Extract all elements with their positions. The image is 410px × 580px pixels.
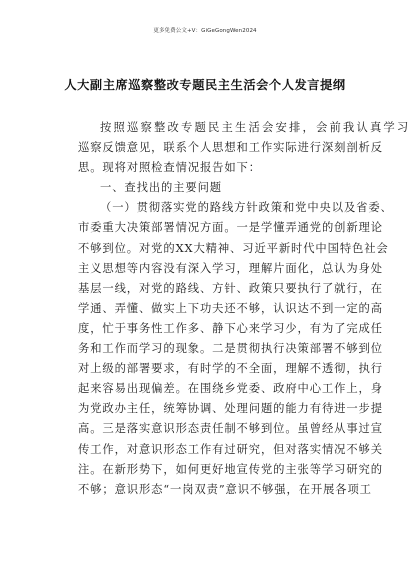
body-line: 高。三是落实意识形态责任制不够到位。虽曾经从事过宣	[78, 422, 383, 436]
body-line: 不够；意识形态“一岗双责”意识不够强，在开展各项工	[78, 482, 372, 496]
body-line: 务和工作而学习的现象。二是贯彻执行决策部署不够到位	[78, 342, 383, 356]
intro-line: 思。现将对照检查情况报告如下：	[78, 161, 261, 175]
intro-line: 按照巡察整改专题民主生活会安排，会前我认真学习	[100, 121, 410, 134]
body-line: 基层一线，对党的路线、方针、政策只要执行了就行，在	[78, 281, 383, 295]
intro-line: 巡察反馈意见，联系个人思想和工作实际进行深刻剖析反	[78, 141, 383, 155]
body-line: 对上级的部署要求，有时学的不全面，理解不透彻，执行	[78, 362, 383, 376]
body-line: 度，忙于事务性工作多、静下心来学习少，有为了完成任	[78, 321, 383, 335]
body-line: 传工作，对意识形态工作有过研究，但对落实情况不够关	[78, 442, 383, 456]
header-note: 更多免费公文+V：GiGeGongWen2024	[153, 28, 257, 34]
body-line: （一）贯彻落实党的路线方针政策和党中央以及省委、	[100, 201, 393, 215]
section-heading: 一、查找出的主要问题	[100, 181, 222, 195]
body-line: 注。在新形势下，如何更好地宣传党的主张等学习研究的	[78, 462, 383, 476]
document-body	[78, 118, 410, 500]
document-title: 人大副主席巡察整改专题民主生活会个人发言提纲	[64, 78, 346, 92]
body-line: 为党政办主任，统筹协调、处理问题的能力有待进一步提	[78, 402, 383, 416]
body-line: 学通、弄懂、做实上下功夫还不够，认识达不到一定的高	[78, 301, 383, 315]
body-line: 主义思想等内容没有深入学习，理解片面化，总认为身处	[78, 261, 383, 275]
body-line: 起来容易出现偏差。在围绕乡党委、政府中心工作上，身	[78, 382, 383, 396]
body-line: 不够到位。对党的XX大精神、习近平新时代中国特色社会	[78, 241, 389, 255]
body-line: 市委重大决策部署情况方面。一是学懂弄通党的创新理论	[78, 221, 383, 235]
